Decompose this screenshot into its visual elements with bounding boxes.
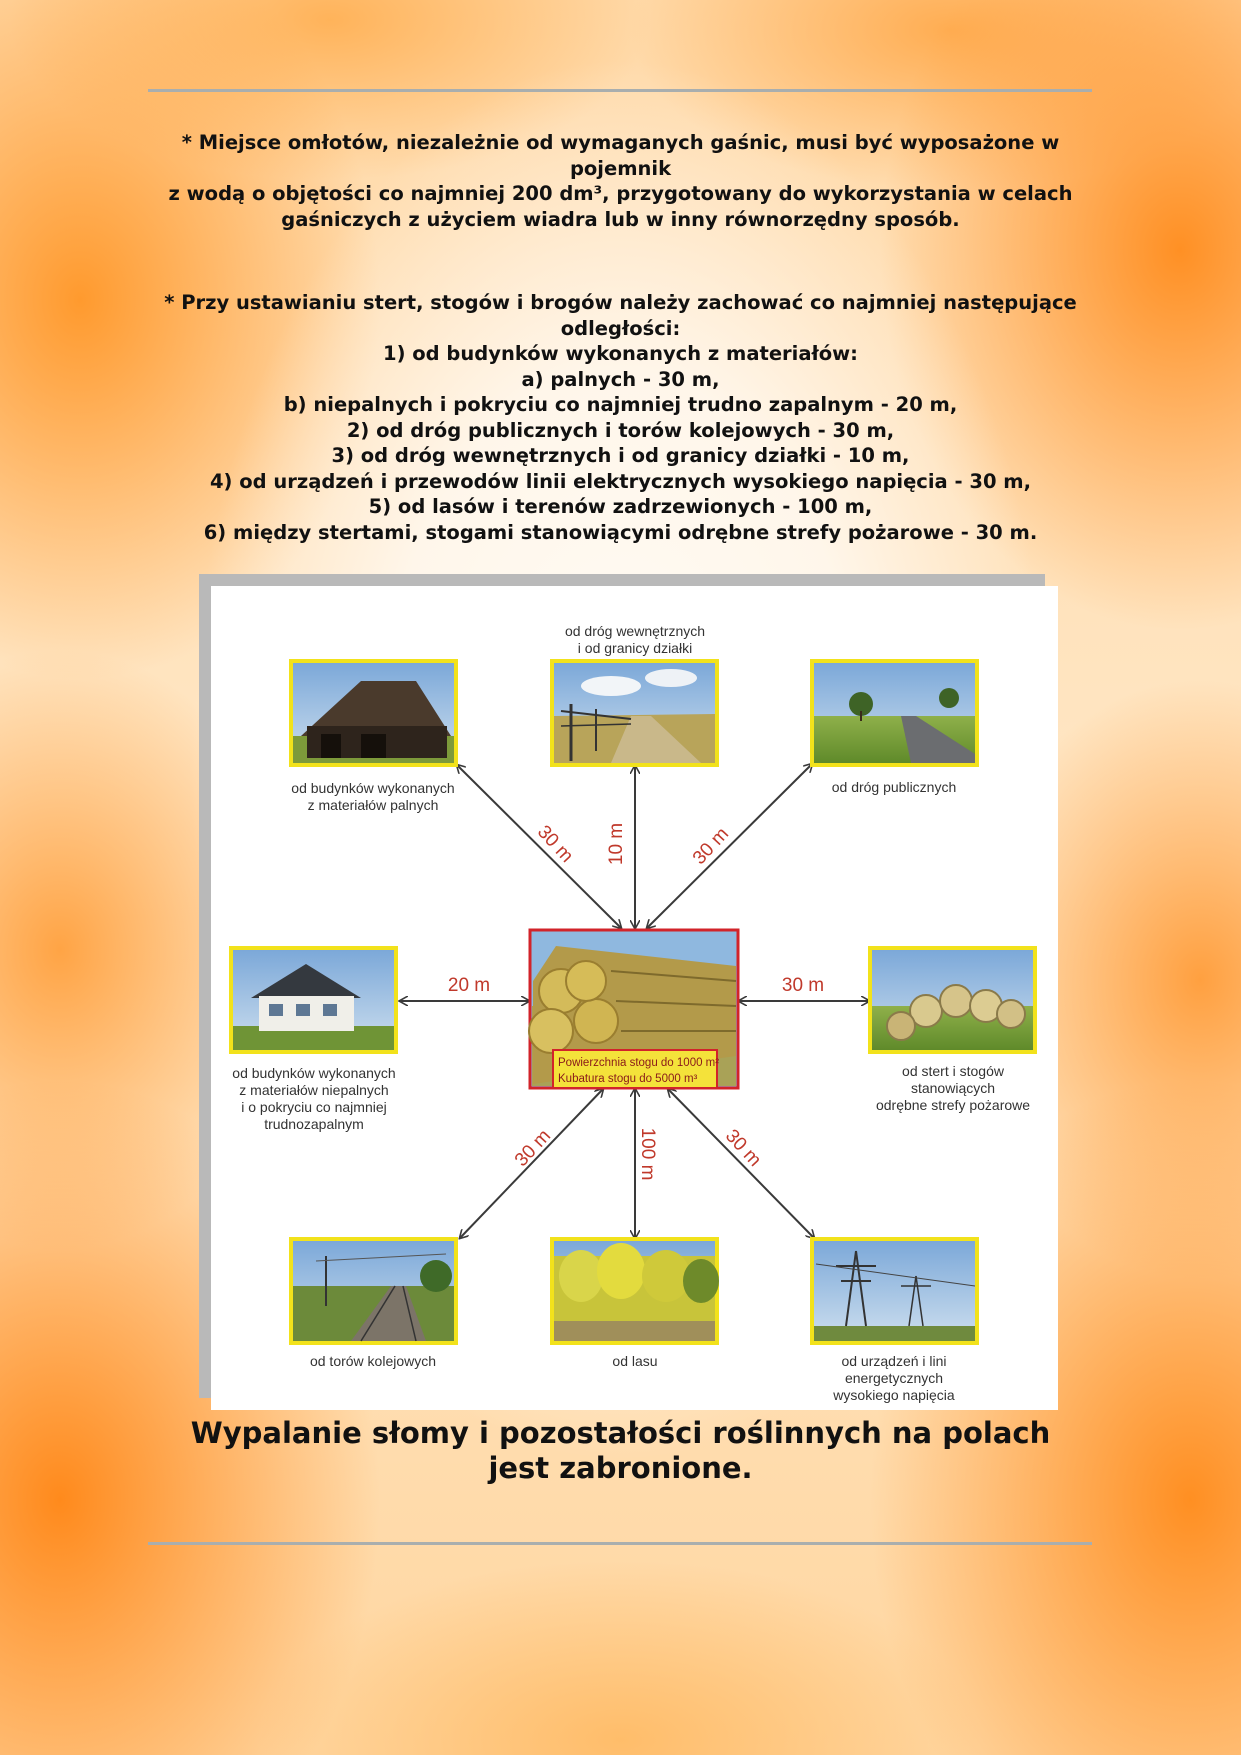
caption-internal-roads: i od granicy działki	[577, 640, 693, 656]
railway-tracks-photo	[291, 1239, 456, 1343]
arrow-top-right	[647, 764, 812, 928]
paragraph1-line: z wodą o objętości co najmniej 200 dm³, przygotowany do wykorzystania w celach	[168, 182, 1073, 205]
caption-other-stacks: od stert i stogów	[902, 1063, 1004, 1079]
distance-label-left: 20 m	[447, 975, 491, 996]
arrow-top-left	[457, 765, 621, 928]
power-lines-photo	[812, 1239, 977, 1343]
burning-ban-notice	[160, 1416, 1081, 1486]
boundary-fence-photo	[552, 661, 717, 765]
paragraph2-line: 4) od urządzeń i przewodów linii elektrycznych wysokiego napięcia - 30 m,	[209, 469, 1032, 493]
paragraph2-line: 6) między stertami, stogami stanowiącymi odrębne strefy pożarowe - 30 m.	[203, 520, 1038, 544]
paragraph2-line: 5) od lasów i terenów zadrzewionych - 100 m,	[368, 495, 873, 518]
public-road-photo	[812, 661, 977, 765]
caption-railway: od torów kolejowych	[309, 1353, 437, 1369]
haystack-volume-limit: Kubatura stogu do 5000 m³	[558, 1073, 698, 1085]
caption-nonflammable-buildings: trudnozapalnym	[264, 1116, 364, 1132]
arrow-bottom-right	[668, 1089, 814, 1238]
caption-power-lines: od urządzeń i lini	[841, 1353, 947, 1369]
forest-photo	[552, 1239, 719, 1343]
distance-label-top-left: 30 m	[532, 821, 578, 867]
distance-label-right: 30 m	[781, 975, 825, 996]
distance-label-top-right: 30 m	[688, 823, 734, 869]
caption-other-stacks: odrębne strefy pożarowe	[875, 1097, 1031, 1113]
paragraph2-line: odległości:	[560, 316, 681, 340]
notice-line: Wypalanie słomy i pozostałości roślinnych na polach	[190, 1416, 1051, 1450]
paragraph2-line: b) niepalnych i pokryciu co najmniej trudno zapalnym - 20 m,	[283, 393, 958, 416]
paragraph-stack-distances	[140, 290, 1101, 545]
wooden-barn-photo	[291, 661, 456, 765]
notice-line: jest zabronione.	[488, 1451, 753, 1485]
paragraph1-line: gaśniczych z użyciem wiadra lub w inny równorzędny sposób.	[281, 207, 960, 231]
caption-nonflammable-buildings: od budynków wykonanych	[232, 1065, 396, 1081]
caption-power-lines: wysokiego napięcia	[833, 1387, 955, 1403]
paragraph-threshing-water	[140, 130, 1101, 232]
paragraph1-line: * Miejsce omłotów, niezależnie od wymaganych gaśnic, musi być wyposażone w pojemnik	[181, 131, 1060, 180]
paragraph2-line: 3) od dróg wewnętrznych i od granicy działki - 10 m,	[331, 444, 910, 467]
bottom-divider	[148, 1542, 1092, 1545]
distance-label-bottom-right: 30 m	[720, 1125, 766, 1171]
top-divider	[148, 89, 1092, 92]
caption-other-stacks: stanowiących	[910, 1080, 996, 1096]
straw-bales-photo	[870, 948, 1035, 1052]
caption-public-roads: od dróg publicznych	[831, 779, 957, 795]
distance-label-bottom-left: 30 m	[510, 1125, 556, 1171]
modern-house-photo	[231, 948, 396, 1052]
distance-diagram-svg	[211, 586, 1058, 1410]
caption-nonflammable-buildings: i o pokryciu co najmniej	[241, 1099, 387, 1115]
caption-nonflammable-buildings: z materiałów niepalnych	[239, 1082, 389, 1098]
caption-forest: od lasu	[612, 1353, 658, 1369]
caption-power-lines: energetycznych	[844, 1370, 944, 1386]
haystack-area-limit: Powierzchnia stogu do 1000 m²	[558, 1057, 720, 1069]
paragraph2-line: a) palnych - 30 m,	[521, 367, 720, 391]
distance-label-top: 10 m	[606, 822, 627, 866]
caption-flammable-buildings: z materiałów palnych	[307, 797, 439, 813]
distance-diagram	[211, 586, 1058, 1410]
caption-flammable-buildings: od budynków wykonanych	[291, 780, 455, 796]
distance-label-bottom: 100 m	[637, 1127, 658, 1181]
paragraph2-line: 1) od budynków wykonanych z materiałów:	[383, 342, 858, 365]
paragraph2-line: 2) od dróg publicznych i torów kolejowych - 30 m,	[346, 418, 895, 442]
paragraph2-line: * Przy ustawianiu stert, stogów i brogów należy zachować co najmniej następujące	[164, 291, 1077, 314]
caption-internal-roads: od dróg wewnętrznych	[564, 623, 706, 639]
